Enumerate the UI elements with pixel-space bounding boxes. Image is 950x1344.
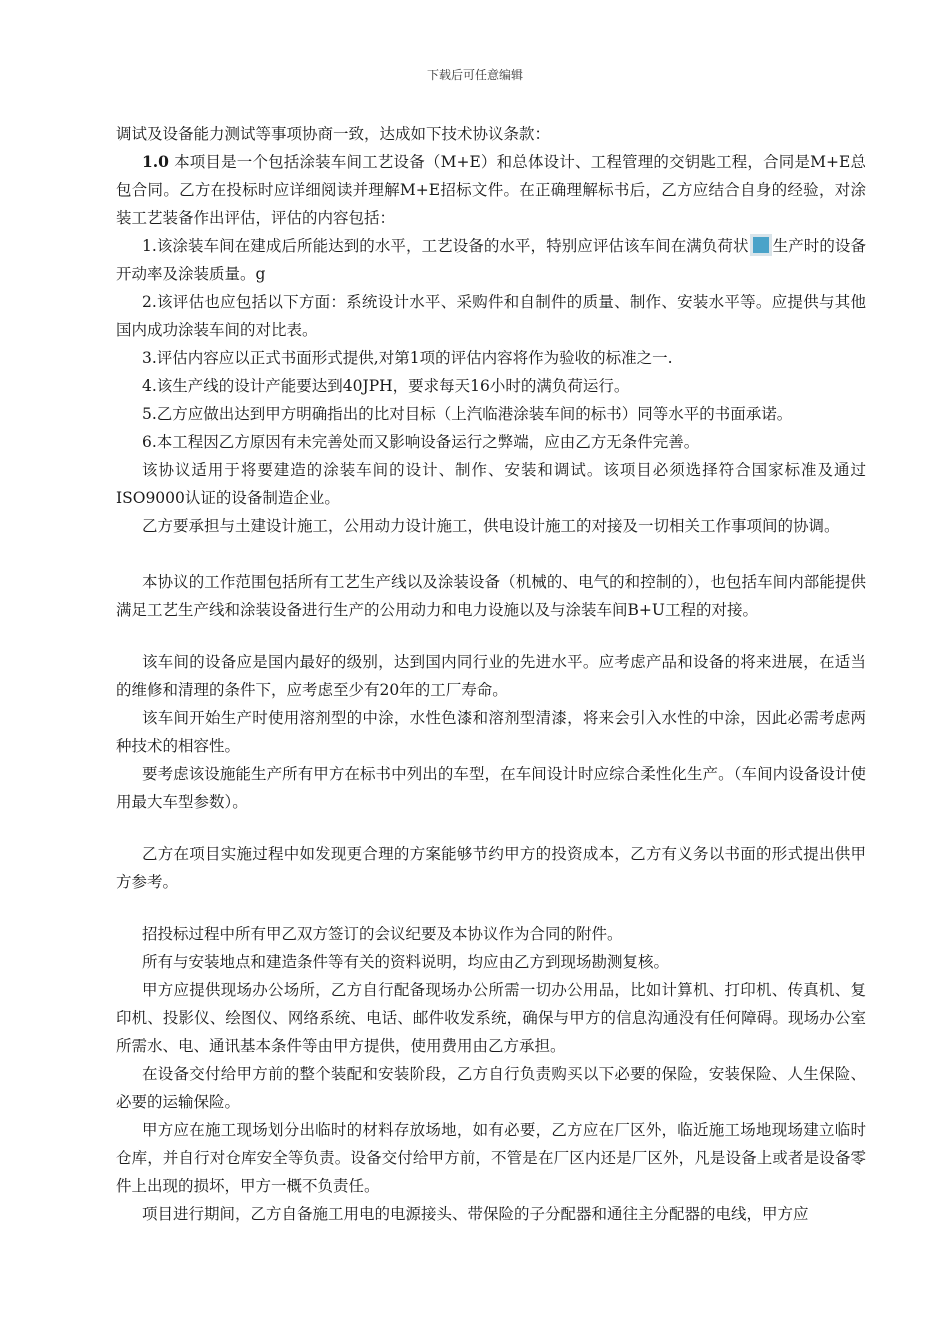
paragraph-item-5: 5.乙方应做出达到甲方明确指出的比对目标（上汽临港涂装车间的标书）同等水平的书面承诺。	[142, 405, 793, 423]
paragraph-contract-annex: 招投标过程中所有甲乙双方签订的会议纪要及本协议作为合同的附件。	[142, 925, 623, 943]
page-header: 下载后可任意编辑	[426, 68, 523, 82]
item-1-text-before: 1.该涂装车间在建成后所能达到的水平，工艺设备的水平，特别应评估该车间在满负荷状	[142, 237, 749, 255]
paragraph-site-survey: 所有与安装地点和建造条件等有关的资料说明，均应由乙方到现场勘测复核。	[142, 953, 670, 971]
paragraph-equipment-level: 该车间的设备应是国内最好的级别，达到国内同行业的先进水平。应考虑产品和设备的将来进展，在适当的维修和清理的条件下，应考虑至少有20年的工厂寿命。	[116, 653, 866, 699]
paragraph-coating-compat: 该车间开始生产时使用溶剂型的中涂，水性色漆和溶剂型清漆，将来会引入水性的中涂，因此必需考虑两种技术的相容性。	[116, 709, 866, 755]
clause-number: 1.0	[142, 152, 169, 171]
paragraph-work-scope: 本协议的工作范围包括所有工艺生产线以及涂装设备（机械的、电气的和控制的），也包括车间内部能提供满足工艺生产线和涂装设备进行生产的公用动力和电力设施以及与涂装车间B+U工程的对接。	[116, 573, 866, 619]
paragraph-scope-standards: 该协议适用于将要建造的涂装车间的设计、制作、安装和调试。该项目必须选择符合国家标准及通过ISO9000认证的设备制造企业。	[116, 461, 866, 507]
paragraph-item-6: 6.本工程因乙方原因有未完善处而又影响设备运行之弊端，应由乙方无条件完善。	[142, 433, 700, 451]
paragraph-intro: 调试及设备能力测试等事项协商一致，达成如下技术协议条款：	[116, 125, 551, 143]
paragraph-item-3: 3.评估内容应以正式书面形式提供,对第1项的评估内容将作为验收的标准之一.	[142, 349, 673, 367]
item-1-text-after: 生产时的设备开动率及涂装质量。g	[116, 237, 866, 283]
paragraph-item-4: 4.该生产线的设计产能要达到40JPH，要求每天16小时的满负荷运行。	[142, 377, 630, 395]
paragraph-site-office: 甲方应提供现场办公场所，乙方自行配备现场办公所需一切办公用品，比如计算机、打印机、传真机、复印机、投影仪、绘图仪、网络系统、电话、邮件收发系统，确保与甲方的信息沟通没有任何障碍。现场办公室所需水、电、通讯基本条件等由甲方提供，使用费用由乙方承担。	[116, 981, 866, 1055]
paragraph-vehicle-models: 要考虑该设施能生产所有甲方在标书中列出的车型，在车间设计时应综合柔性化生产。（车间内设备设计使用最大车型参数）。	[116, 765, 866, 811]
paragraph-item-1	[116, 232, 866, 288]
paragraph-clause-1-0	[116, 148, 866, 232]
square-image-icon	[750, 234, 772, 256]
paragraph-power-supply: 项目进行期间，乙方自备施工用电的电源接头、带保险的子分配器和通往主分配器的电线，甲方应	[142, 1205, 809, 1223]
document-body	[116, 120, 866, 1228]
paragraph-item-2: 2.该评估也应包括以下方面：系统设计水平、采购件和自制件的质量、制作、安装水平等。应提供与其他国内成功涂装车间的对比表。	[116, 293, 866, 339]
paragraph-cost-saving: 乙方在项目实施过程中如发现更合理的方案能够节约甲方的投资成本，乙方有义务以书面的形式提出供甲方参考。	[116, 845, 866, 891]
clause-text: 本项目是一个包括涂装车间工艺设备（M+E）和总体设计、工程管理的交钥匙工程，合同是M+E总包合同。乙方在投标时应详细阅读并理解M+E招标文件。在正确理解标书后，乙方应结合自身的经验，对涂装工艺装备作出评估，评估的内容包括：	[116, 153, 866, 227]
paragraph-coordination: 乙方要承担与土建设计施工，公用动力设计施工，供电设计施工的对接及一切相关工作事项间的协调。	[142, 517, 840, 535]
paragraph-insurance: 在设备交付给甲方前的整个装配和安装阶段，乙方自行负责购买以下必要的保险，安装保险、人生保险、必要的运输保险。	[116, 1065, 866, 1111]
paragraph-storage: 甲方应在施工现场划分出临时的材料存放场地，如有必要，乙方应在厂区外，临近施工场地现场建立临时仓库，并自行对仓库安全等负责。设备交付给甲方前，不管是在厂区内还是厂区外，凡是设备上或者是设备零件上出现的损坏，甲方一概不负责任。	[116, 1121, 866, 1195]
